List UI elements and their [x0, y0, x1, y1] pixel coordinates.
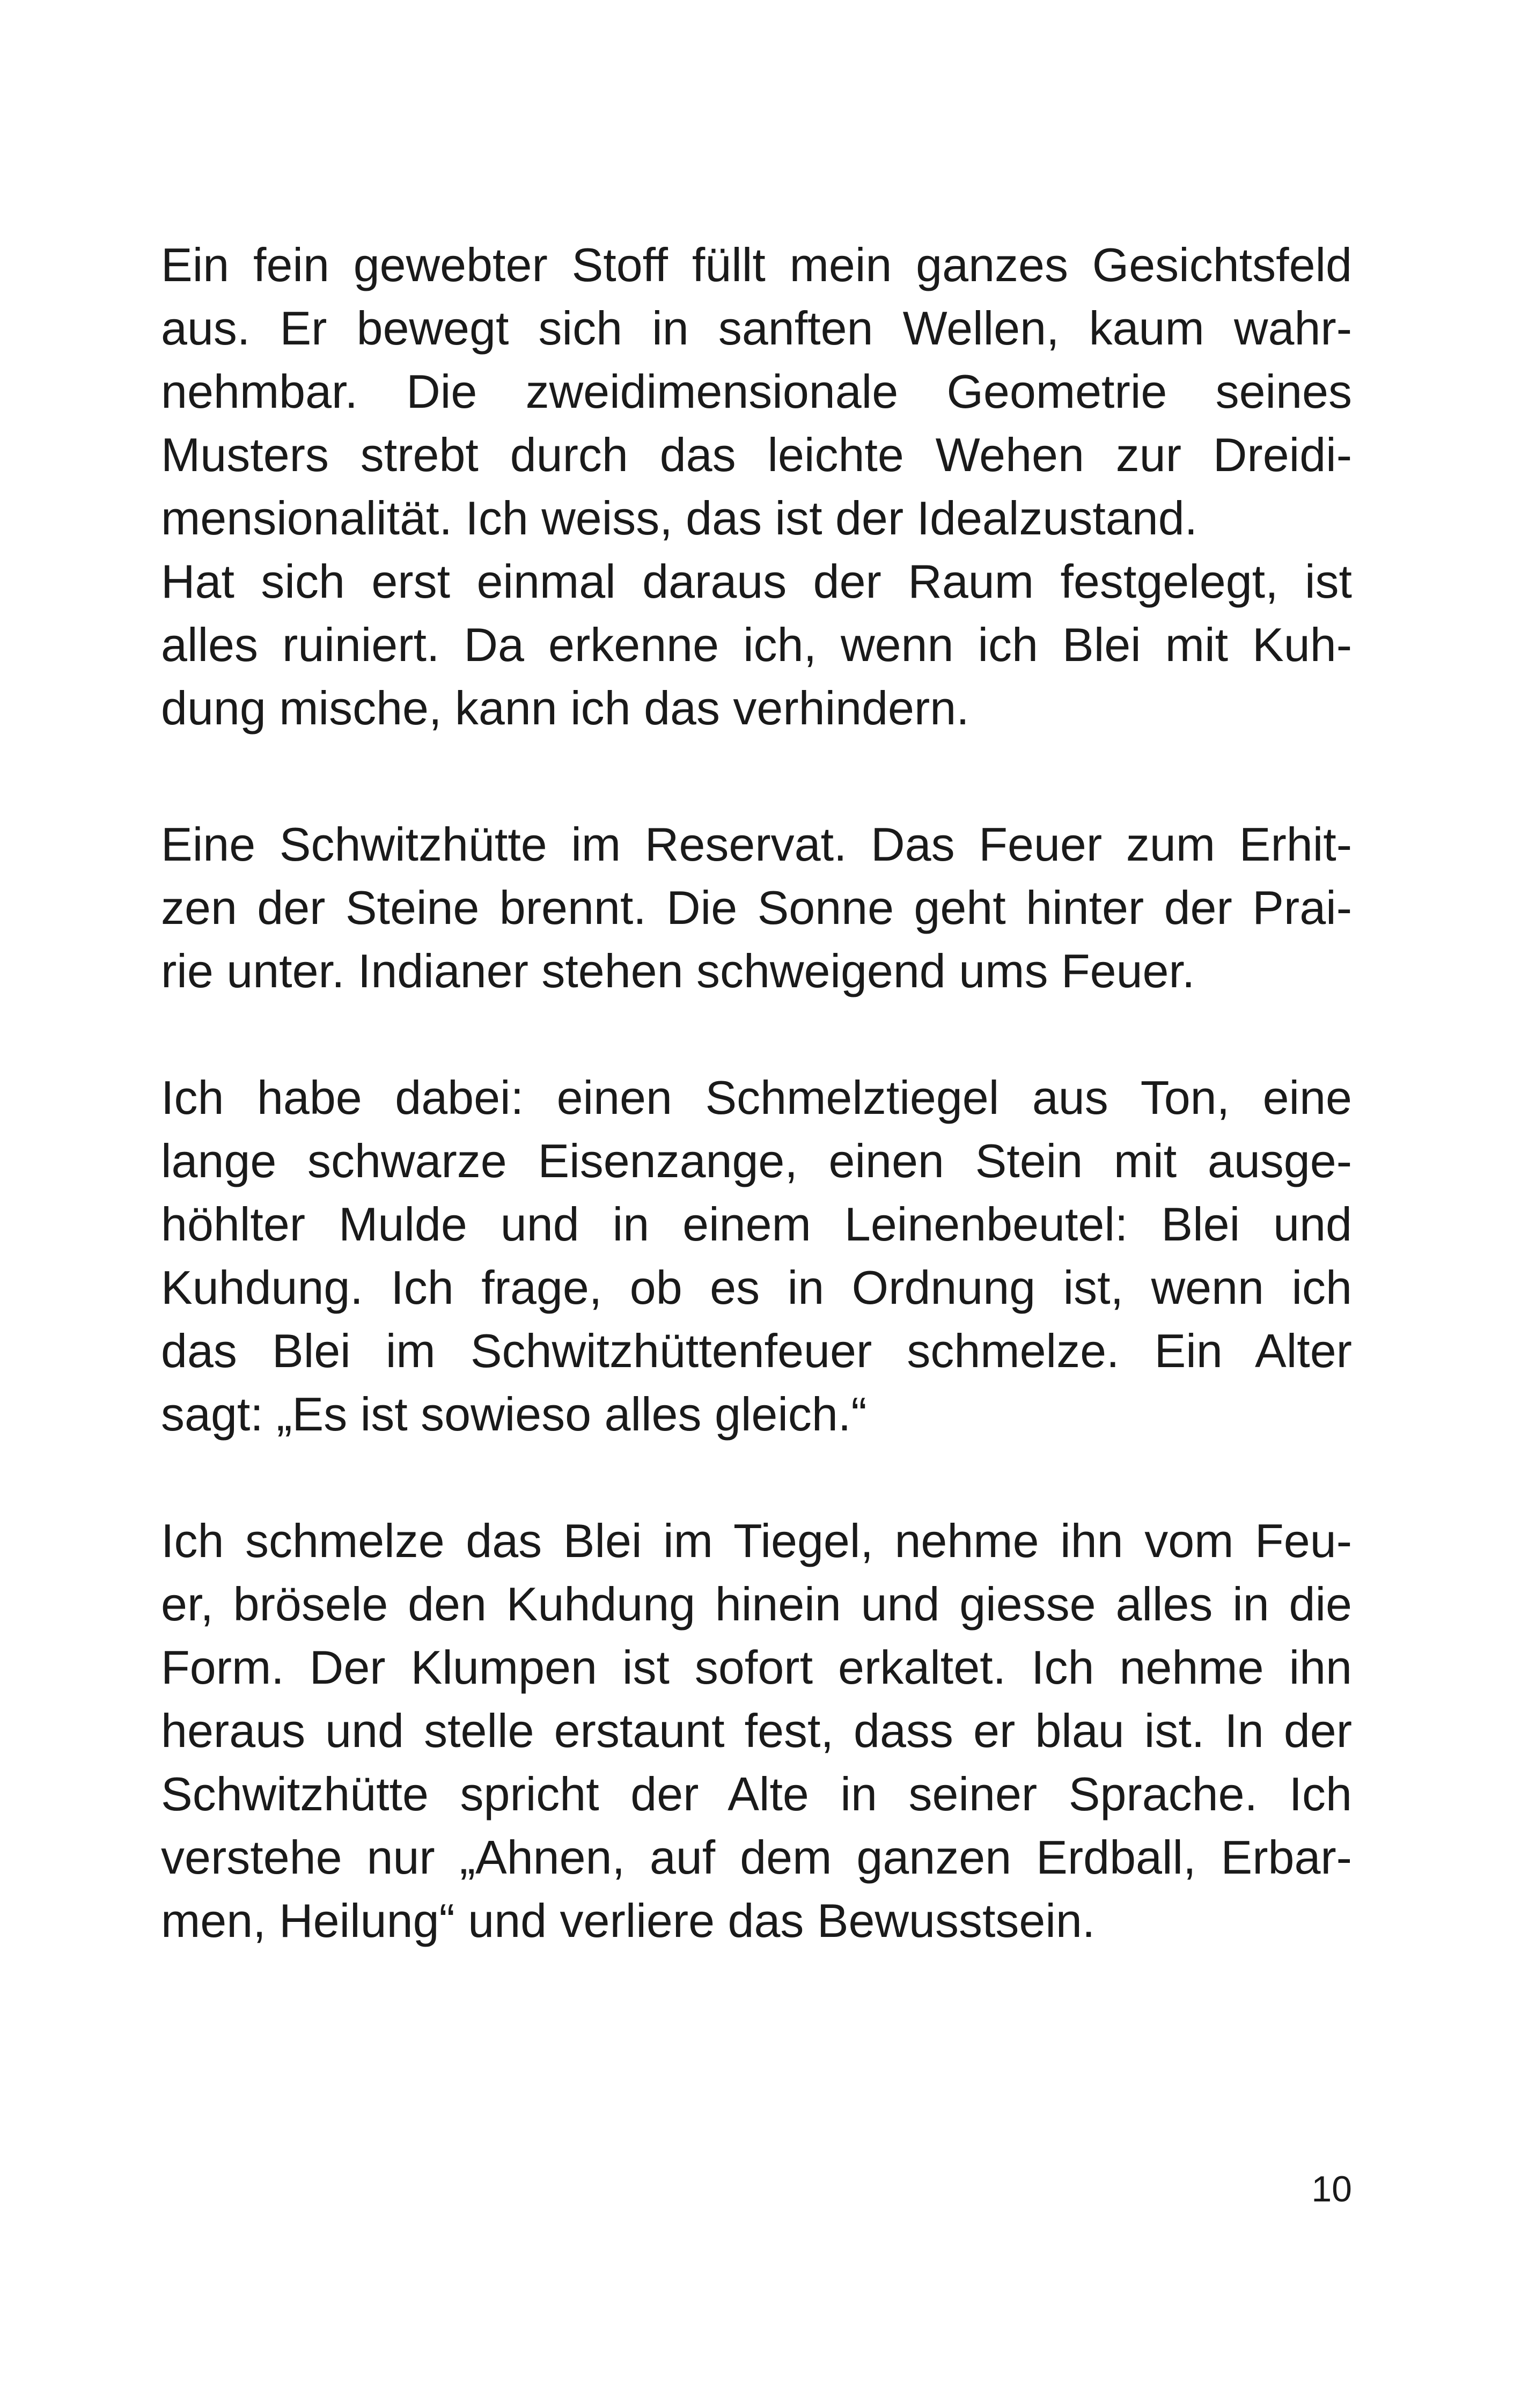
- paragraph-1: [161, 233, 1352, 740]
- text-line: Musters strebt durch das leichte Wehen zur Dreidi-: [161, 428, 1352, 481]
- text-line: lange schwarze Eisenzange, einen Stein mit ausge-: [161, 1134, 1352, 1187]
- text-line: Ich schmelze das Blei im Tiegel, nehme ihn vom Feu-: [161, 1514, 1352, 1567]
- text-line: mensionalität. Ich weiss, das ist der Idealzustand.: [161, 491, 1198, 545]
- text-line: Hat sich erst einmal daraus der Raum festgelegt, ist: [161, 555, 1352, 608]
- text-line: aus. Er bewegt sich in sanften Wellen, kaum wahr-: [161, 302, 1352, 355]
- text-line: men, Heilung“ und verliere das Bewusstsein.: [161, 1894, 1096, 1947]
- text-line: heraus und stelle erstaunt fest, dass er blau ist. In der: [161, 1704, 1352, 1757]
- text-line: zen der Steine brennt. Die Sonne geht hinter der Prai-: [161, 881, 1352, 934]
- text-line: Schwitzhütte spricht der Alte in seiner Sprache. Ich: [161, 1767, 1352, 1820]
- paragraph-2: [161, 813, 1352, 1003]
- text-line: er, brösele den Kuhdung hinein und giesse alles in die: [161, 1577, 1352, 1631]
- text-line: nehmbar. Die zweidimensionale Geometrie seines: [161, 365, 1352, 418]
- text-line: verstehe nur „Ahnen, auf dem ganzen Erdball, Erbar-: [161, 1831, 1352, 1884]
- text-line: alles ruiniert. Da erkenne ich, wenn ich Blei mit Kuh-: [161, 618, 1352, 671]
- text-line: Form. Der Klumpen ist sofort erkaltet. Ich nehme ihn: [161, 1641, 1352, 1694]
- text-line: Ich habe dabei: einen Schmelztiegel aus Ton, eine: [161, 1071, 1352, 1124]
- text-line: Kuhdung. Ich frage, ob es in Ordnung ist, wenn ich: [161, 1261, 1352, 1314]
- page-number: 10: [1311, 2169, 1352, 2209]
- text-line: das Blei im Schwitzhüttenfeuer schmelze. Ein Alter: [161, 1324, 1352, 1377]
- text-line: Eine Schwitzhütte im Reservat. Das Feuer zum Erhit-: [161, 818, 1352, 871]
- paragraph-3: [161, 1066, 1352, 1446]
- text-line: Ein fein gewebter Stoff füllt mein ganzes Gesichtsfeld: [161, 238, 1352, 291]
- text-line: höhlter Mulde und in einem Leinenbeutel: Blei und: [161, 1198, 1352, 1251]
- text-line: rie unter. Indianer stehen schweigend ums Feuer.: [161, 944, 1195, 997]
- text-line: sagt: „Es ist sowieso alles gleich.“: [161, 1387, 867, 1441]
- paragraph-4: [161, 1509, 1352, 1952]
- text-line: dung mische, kann ich das verhindern.: [161, 681, 969, 735]
